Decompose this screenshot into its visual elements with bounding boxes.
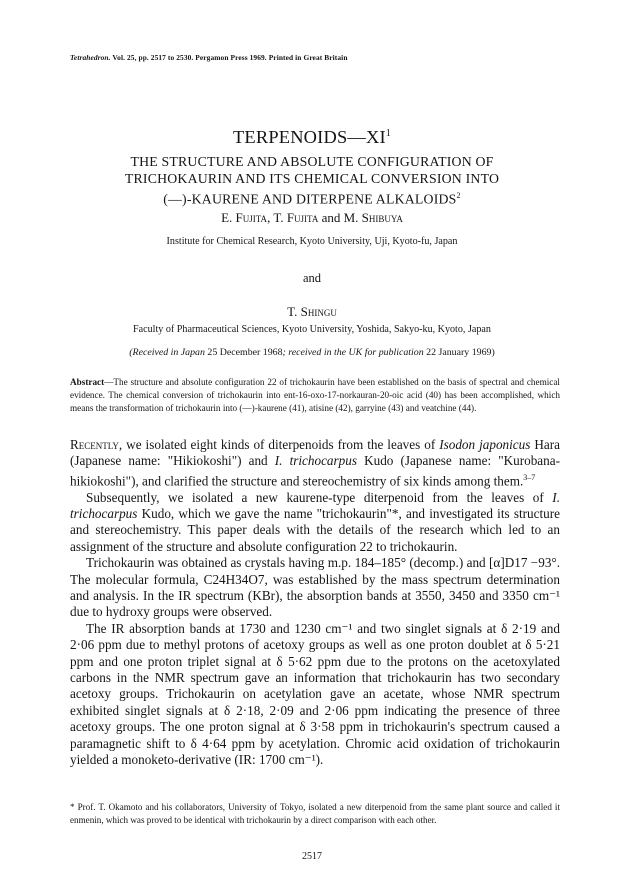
paper-title (0, 127, 624, 148)
paragraph-2-text-b: Kudo, which we gave the name "trichokaurin"*, and investigated its structure and stereochemistry. This paper deals with the details of the research which led to an assignment of the structure and absolute configuration 22 to trichokaurin. (70, 506, 560, 554)
journal-details: Vol. 25, pp. 2517 to 2530. Pergamon Press 1969. Printed in Great Britain (112, 53, 348, 62)
received-dates (0, 347, 624, 358)
author-list-2 (0, 304, 624, 320)
paper-title-text: TERPENOIDS—XI (233, 127, 386, 147)
affiliation-1: Institute for Chemical Research, Kyoto University, Uji, Kyoto-fu, Japan (166, 236, 458, 247)
subtitle-line-3-text: (—)-KAURENE AND DITERPENE ALKALOIDS (163, 191, 457, 207)
species-isodon-japonicus: Isodon japonicus (439, 437, 531, 452)
paper-subtitle (90, 153, 534, 208)
paragraph-1 (70, 437, 560, 490)
paragraph-1-text-c: Kudo (Japanese name: "Kurobana-hikiokoshi"), and clarified the structure and stereochemistry of six kinds among them. (70, 453, 561, 489)
abstract-text: —The structure and absolute configuration 22 of trichokaurin have been established on the basis of spectral and chemical evidence. The chemical conversion of trichokaurin into ent-16-oxo-17-norkauran-20-oic acid (40) has been accomplished, which means the transformation of trichokaurin into (—)-kaurene (41), atisine (42), garryine (43) and veatchine (44). (70, 377, 560, 414)
paragraph-1-lead: Recently (70, 437, 119, 452)
body-text (70, 437, 560, 769)
abstract (70, 376, 560, 416)
paragraph-3: Trichokaurin was obtained as crystals having m.p. 184–185° (decomp.) and [α]D17 −93°. The molecular formula, C24H34O7, was established by the mass spectrum determination and analysis. In the IR spectrum (KBr), the absorption bands at 3550, 3450 and 3350 cm⁻¹ due to hydroxy groups were observed. (70, 555, 560, 620)
author-list (0, 210, 624, 226)
subtitle-line-3 (90, 187, 534, 208)
journal-name: Tetrahedron. (70, 53, 111, 62)
page-number: 2517 (302, 851, 322, 862)
received-part-3: 1969) (469, 347, 495, 358)
species-i-trichocarpus: I. trichocarpus (274, 453, 357, 469)
author-1-name: Fujita (235, 210, 268, 225)
author-conjunction: and (318, 210, 344, 225)
author-3-name: Shibuya (361, 210, 403, 225)
author-4-name: Shingu (300, 304, 337, 319)
affiliation-2: Faculty of Pharmaceutical Sciences, Kyoto University, Yoshida, Sakyo-ku, Kyoto, Japan (133, 324, 491, 335)
author-2-name: Fujita (286, 210, 319, 225)
received-date-2: 22 January (426, 347, 470, 358)
paragraph-2-text-a: Subsequently, we isolated a new kaurene-type diterpenoid from the leaves of (86, 489, 553, 505)
received-date-1: 25 December 1968 (207, 347, 283, 358)
received-part-1: (Received in Japan (129, 347, 208, 358)
received-part-2: ; received in the UK for publication (282, 347, 427, 358)
author-3-initial: M. (343, 210, 362, 225)
paragraph-4: The IR absorption bands at 1730 and 1230 cm⁻¹ and two singlet signals at δ 2·19 and 2·06 ppm due to methyl protons of acetoxy groups as well as one proton doublet at δ 5·21 ppm and one proton triplet signal at δ 5·62 ppm due to the protons on the acetoxylated carbons in the NMR spectrum gave an information that trichokaurin has two secondary acetoxy groups. Trichokaurin on acetylation gave an acetate, whose NMR spectrum exhibited singlet signals at δ 2·18, 2·09 and 2·06 ppm indicating the presence of three acetoxy groups. The one proton signal at δ 3·58 ppm in trichokaurin's spectrum caused a paramagnetic shift to δ 4·64 ppm by acetylation. Chromic acid oxidation of trichokaurin yielded a monoketo-derivative (IR: 1700 cm⁻¹). (70, 620, 560, 768)
subtitle-line-1: THE STRUCTURE AND ABSOLUTE CONFIGURATION OF (130, 154, 494, 169)
author-2-initial: T. (273, 210, 287, 225)
author-4-initial: T. (287, 304, 301, 319)
author-separator: , (267, 210, 274, 225)
paragraph-2 (70, 490, 560, 556)
paragraph-1-text-b: Hara (Japanese name: "Hikiokoshi") and (70, 437, 560, 469)
subtitle-line-2: TRICHOKAURIN AND ITS CHEMICAL CONVERSION INTO (124, 171, 500, 186)
reference-mark: 3–7 (523, 472, 536, 482)
species-i-trichocarpus-2: I. trichocarpus (70, 489, 560, 522)
title-footnote-mark: 1 (385, 127, 391, 139)
journal-header (70, 53, 348, 62)
paragraph-1-text-a: , we isolated eight kinds of diterpenoids from the leaves of (118, 437, 440, 452)
subtitle-footnote-mark: 2 (456, 191, 461, 200)
author-1-initial: E. (221, 210, 236, 225)
and-separator: and (302, 271, 322, 285)
footnote: * Prof. T. Okamoto and his collaborators, University of Tokyo, isolated a new diterpenoid from the same plant source and called it enmenin, which was proved to be identical with trichokaurin by a direct comparison with each other. (70, 802, 560, 825)
abstract-label: Abstract (70, 377, 105, 387)
